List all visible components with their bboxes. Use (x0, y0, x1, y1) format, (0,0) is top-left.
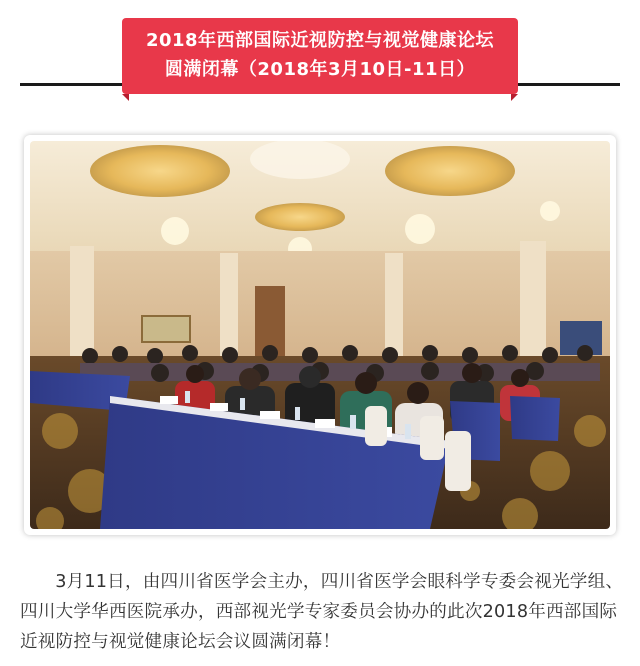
article-paragraph: 3月11日，由四川省医学会主办，四川省医学会眼科学专委会视光学组、四川大学华西医院承办，西部视光学专家委员会协办的此次2018年西部国际近视防控与视觉健康论坛会议圆满闭幕！ (20, 572, 624, 652)
banner-fold-left (122, 94, 129, 101)
title-line-2: 圆满闭幕（2018年3月10日-11日） (164, 59, 476, 80)
title-banner (122, 18, 518, 94)
banner-fold-right (511, 94, 518, 101)
title-line-1: 2018年西部国际近视防控与视觉健康论坛 (145, 30, 495, 51)
conference-photo (30, 141, 610, 529)
photo-frame (24, 135, 616, 535)
